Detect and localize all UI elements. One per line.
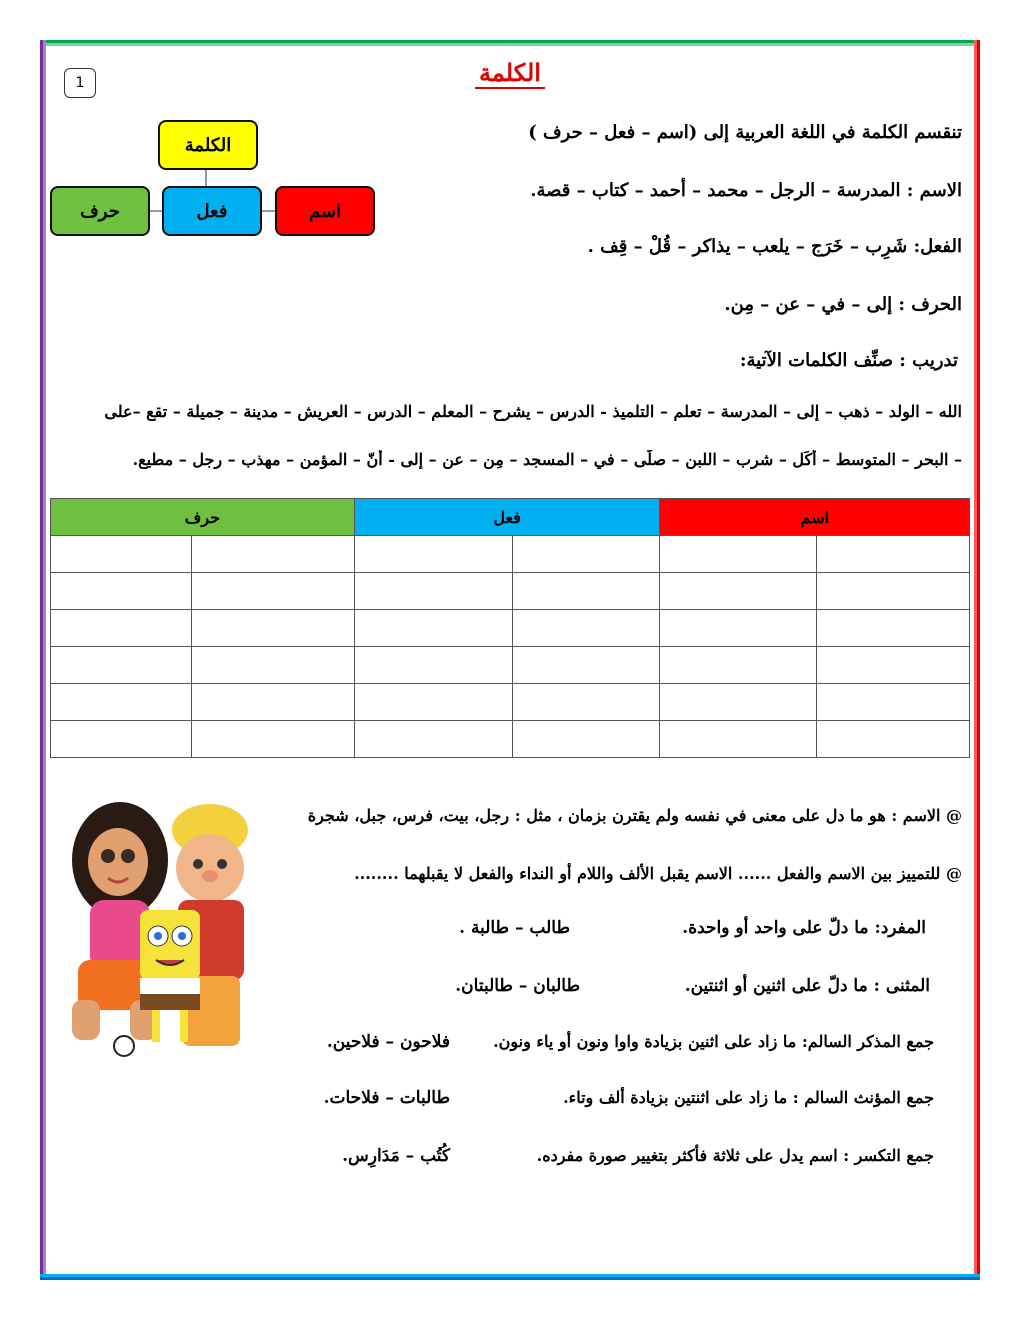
page-title [430, 58, 590, 87]
toys-illustration [60, 790, 270, 1070]
diagram-root-box: الكلمة [158, 120, 258, 170]
noun-examples: الاسم : المدرسة – الرجل – محمد – أحمد – كتاب – قصة. [530, 180, 962, 201]
verb-examples: الفعل: شَرِب – خَرَج – يلعب – يذاكر – قُلْ – قِف . [587, 236, 962, 257]
diagram-particle-box: حرف [50, 186, 150, 236]
table-cell[interactable] [660, 573, 816, 610]
table-cell[interactable] [51, 721, 192, 758]
table-cell[interactable] [660, 647, 816, 684]
page-number: 1 [64, 68, 96, 98]
distinguish-rule: @ للتمييز بين الاسم والفعل ...... الاسم يقبل الألف واللام أو النداء والفعل لا يقبلهما ........ [354, 864, 962, 883]
table-cell[interactable] [816, 684, 969, 721]
table-cell[interactable] [51, 536, 192, 573]
table-cell[interactable] [51, 684, 192, 721]
table-cell[interactable] [660, 610, 816, 647]
table-cell[interactable] [513, 647, 660, 684]
table-cell[interactable] [816, 647, 969, 684]
table-cell[interactable] [513, 684, 660, 721]
table-cell[interactable] [354, 684, 512, 721]
border-bottom [40, 1274, 980, 1280]
exercise-words-line1: الله – الولد – ذهب – إلى – المدرسة – تعلم – التلميذ - الدرس – يشرح – المعلم – الدرس – العريش – مدينة – جميلة – تقع –على [104, 402, 962, 421]
table-cell[interactable] [660, 684, 816, 721]
diagram-verb-box: فعل [162, 186, 262, 236]
table-cell[interactable] [191, 536, 354, 573]
table-row [51, 573, 970, 610]
table-cell[interactable] [660, 536, 816, 573]
feminine-plural-definition: جمع المؤنث السالم : ما زاد على اثنتين بزيادة ألف وتاء. [563, 1088, 934, 1107]
table-cell[interactable] [191, 610, 354, 647]
singular-example: طالب – طالبة . [459, 918, 570, 938]
table-cell[interactable] [354, 647, 512, 684]
dual-definition: المثنى : ما دلّ على اثنين أو اثنتين. [684, 976, 930, 996]
table-cell[interactable] [816, 610, 969, 647]
broken-plural-example: كُتُب – مَدَارِس. [342, 1146, 450, 1166]
table-cell[interactable] [354, 536, 512, 573]
noun-definition: @ الاسم : هو ما دل على معنى في نفسه ولم يقترن بزمان ، مثل : رجل، بيت، فرس، جبل، شجرة [307, 806, 962, 825]
table-cell[interactable] [513, 610, 660, 647]
diagram-connector-left [148, 210, 162, 212]
table-row [51, 536, 970, 573]
border-left [40, 40, 46, 1280]
masculine-plural-example: فلاحون – فلاحين. [326, 1032, 450, 1052]
table-cell[interactable] [191, 684, 354, 721]
masculine-plural-definition: جمع المذكر السالم: ما زاد على اثنين بزيادة واوا ونون أو ياء ونون. [493, 1032, 934, 1051]
table-row [51, 647, 970, 684]
border-right [974, 40, 980, 1280]
table-cell[interactable] [660, 721, 816, 758]
table-row [51, 610, 970, 647]
header-verb: فعل [354, 499, 660, 536]
header-noun: اسم [660, 499, 970, 536]
table-cell[interactable] [513, 721, 660, 758]
dual-example: طالبان – طالبتان. [455, 976, 580, 996]
exercise-title: تدريب : صنِّف الكلمات الآتية: [739, 350, 958, 371]
table-cell[interactable] [51, 647, 192, 684]
table-cell[interactable] [816, 721, 969, 758]
table-cell[interactable] [191, 573, 354, 610]
table-cell[interactable] [191, 721, 354, 758]
table-cell[interactable] [51, 573, 192, 610]
ball-icon [114, 1036, 134, 1056]
table-cell[interactable] [354, 610, 512, 647]
feminine-plural-example: طالبات – فلاحات. [323, 1088, 450, 1108]
page-title-text: الكلمة [475, 58, 545, 89]
header-particle: حرف [51, 499, 355, 536]
table-row [51, 684, 970, 721]
particle-examples: الحرف : إلى – في – عن – مِن. [724, 294, 962, 315]
diagram-noun-box: اسم [275, 186, 375, 236]
table-cell[interactable] [191, 647, 354, 684]
broken-plural-definition: جمع التكسر : اسم يدل على ثلاثة فأكثر بتغيير صورة مفرده. [536, 1146, 934, 1165]
singular-definition: المفرد: ما دلّ على واحد أو واحدة. [682, 918, 926, 938]
border-top [40, 40, 980, 46]
exercise-words-line2: – البحر – المتوسط – أكَل – شرب – اللبن – صلّى – في – المسجد – مِن – عن – إلى - أنّ – المؤمن – مهذب – رجل – مطيع. [132, 450, 962, 469]
diagram-connector-vertical [205, 168, 207, 186]
table-cell[interactable] [513, 536, 660, 573]
table-cell[interactable] [354, 721, 512, 758]
classification-table [50, 498, 970, 758]
table-cell[interactable] [354, 573, 512, 610]
table-cell[interactable] [816, 573, 969, 610]
division-text: تنقسم الكلمة في اللغة العربية إلى (اسم – فعل – حرف ) [528, 122, 962, 143]
diagram-connector-right [260, 210, 276, 212]
table-row [51, 721, 970, 758]
table-cell[interactable] [513, 573, 660, 610]
table-cell[interactable] [51, 610, 192, 647]
table-cell[interactable] [816, 536, 969, 573]
